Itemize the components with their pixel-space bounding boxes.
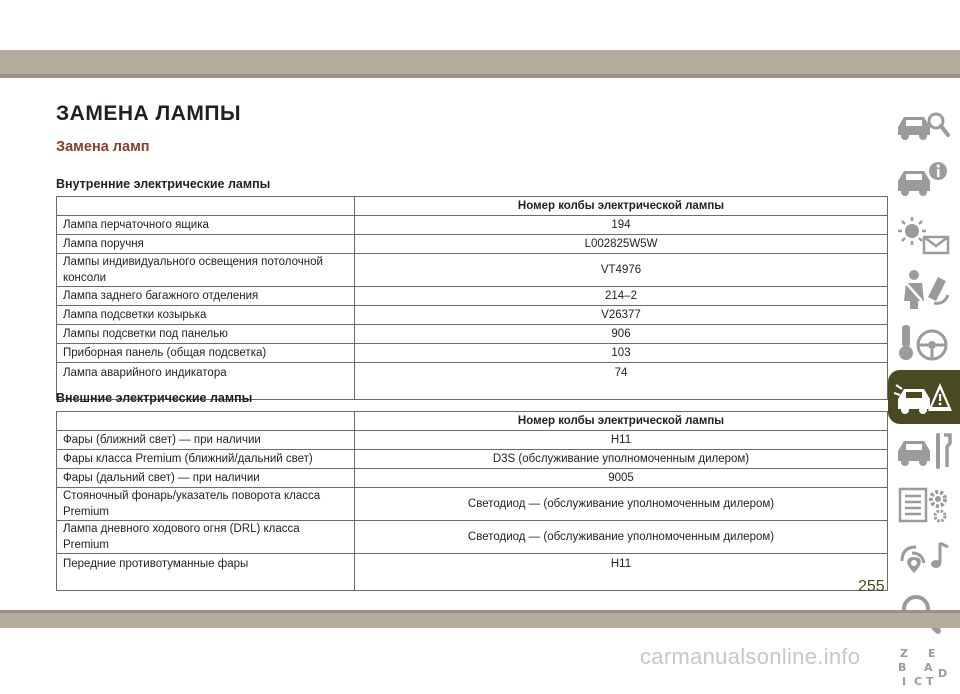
lamp-name: Лампа подсветки козырька xyxy=(57,306,355,325)
key-steering-icon xyxy=(894,321,954,365)
site-watermark: carmanualsonline.info xyxy=(640,644,861,669)
column-header-bulb-number: Номер колбы электрической лампы xyxy=(355,412,888,431)
car-info-icon xyxy=(894,159,954,203)
bulb-number: V26377 xyxy=(355,306,888,325)
table-row xyxy=(57,554,888,591)
table-header-row xyxy=(57,197,888,216)
page-subtitle: Замена ламп xyxy=(56,139,150,155)
lamp-name: Стояночный фонарь/указатель поворота класса Premium xyxy=(57,488,355,521)
svg-text:D: D xyxy=(938,667,948,680)
lamp-name: Фары (ближний свет) — при наличии xyxy=(57,431,355,450)
bulb-number: 103 xyxy=(355,344,888,363)
table-row xyxy=(57,344,888,363)
music-location-icon xyxy=(894,537,954,581)
lamp-name: Приборная панель (общая подсветка) xyxy=(57,344,355,363)
tab-technical-specifications[interactable] xyxy=(888,478,960,532)
bulb-number: Светодиод — (обслуживание уполномоченным дилером) xyxy=(355,521,888,554)
safety-seatbelt-icon xyxy=(894,267,954,311)
lamp-name: Фары класса Premium (ближний/дальний свет) xyxy=(57,450,355,469)
tab-multimedia[interactable] xyxy=(888,532,960,586)
lamp-name: Лампа поручня xyxy=(57,235,355,254)
lamp-name: Лампы подсветки под панелью xyxy=(57,325,355,344)
bulb-number: 214–2 xyxy=(355,287,888,306)
lamp-name: Передние противотуманные фары xyxy=(57,554,355,591)
table-row xyxy=(57,287,888,306)
svg-text:I: I xyxy=(902,675,907,688)
lamp-name: Лампа аварийного индикатора xyxy=(57,363,355,400)
light-message-icon xyxy=(894,213,954,257)
top-decorative-band xyxy=(0,50,960,78)
column-header-empty xyxy=(57,197,355,216)
table-row xyxy=(57,469,888,488)
svg-text:E: E xyxy=(928,647,936,660)
table-header-row xyxy=(57,412,888,431)
checklist-gear-icon xyxy=(894,483,954,527)
table-row xyxy=(57,325,888,344)
tab-index[interactable] xyxy=(888,640,960,694)
bulb-number: H11 xyxy=(355,431,888,450)
column-header-empty xyxy=(57,412,355,431)
svg-text:T: T xyxy=(926,675,934,688)
bulb-number: 906 xyxy=(355,325,888,344)
bulb-number: VT4976 xyxy=(355,254,888,287)
car-search-icon xyxy=(894,105,954,149)
lamp-name: Лампы индивидуального освещения потолочной консоли xyxy=(57,254,355,287)
svg-text:C: C xyxy=(914,675,923,688)
chapter-tabs xyxy=(888,100,960,694)
tab-car-info[interactable] xyxy=(888,154,960,208)
interior-lamps-heading: Внутренние электрические лампы xyxy=(56,177,271,191)
table-row xyxy=(57,488,888,521)
bottom-decorative-band xyxy=(0,610,960,628)
table-row xyxy=(57,431,888,450)
table-row xyxy=(57,254,888,287)
bulb-number: 194 xyxy=(355,216,888,235)
svg-text:A: A xyxy=(924,661,933,674)
table-row xyxy=(57,216,888,235)
lamp-name: Лампа перчаточного ящика xyxy=(57,216,355,235)
bulb-number: D3S (обслуживание уполномоченным дилером) xyxy=(355,450,888,469)
lamp-name: Фары (дальний свет) — при наличии xyxy=(57,469,355,488)
tab-servicing-maintenance[interactable] xyxy=(888,424,960,478)
table-row xyxy=(57,450,888,469)
lamp-name: Лампа заднего багажного отделения xyxy=(57,287,355,306)
exterior-lamps-heading: Внешние электрические лампы xyxy=(56,391,253,405)
lamp-name: Лампа дневного ходового огня (DRL) класса Premium xyxy=(57,521,355,554)
tab-car-search[interactable] xyxy=(888,100,960,154)
bulb-number: Светодиод — (обслуживание уполномоченным дилером) xyxy=(355,488,888,521)
car-warning-icon xyxy=(894,375,954,419)
bulb-number: 74 xyxy=(355,363,888,400)
svg-text:Z: Z xyxy=(900,647,908,660)
bulb-number: H11 xyxy=(355,554,888,591)
interior-lamps-table xyxy=(56,196,888,400)
tab-starting-operating[interactable] xyxy=(888,316,960,370)
column-header-bulb-number: Номер колбы электрической лампы xyxy=(355,197,888,216)
car-wrench-icon xyxy=(894,429,954,473)
exterior-lamps-table xyxy=(56,411,888,591)
table-row xyxy=(57,521,888,554)
tab-in-case-of-emergency[interactable] xyxy=(888,370,960,424)
bulb-number: 9005 xyxy=(355,469,888,488)
page-title: ЗАМЕНА ЛАМПЫ xyxy=(56,102,242,125)
table-row xyxy=(57,306,888,325)
page-number: 255 xyxy=(858,578,885,595)
tab-lights-messages[interactable] xyxy=(888,208,960,262)
table-row xyxy=(57,235,888,254)
tab-safety[interactable] xyxy=(888,262,960,316)
svg-text:B: B xyxy=(898,661,907,674)
alphabet-index-icon xyxy=(894,645,954,689)
bulb-number: L002825W5W xyxy=(355,235,888,254)
